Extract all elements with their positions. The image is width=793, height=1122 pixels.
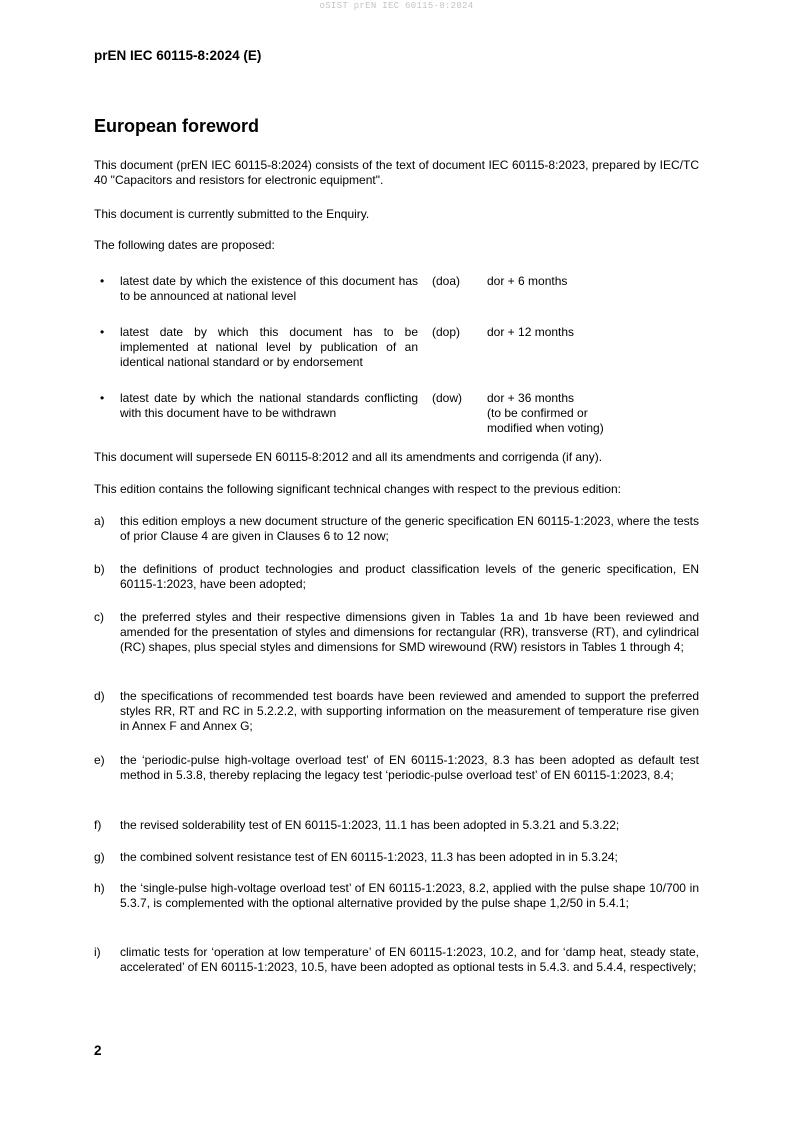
list-item-text: the combined solvent resistance test of EN 60115-1:2023, 11.3 has been adopted in in 5.3.24; <box>120 850 618 864</box>
list-item-text: the specifications of recommended test boards have been reviewed and amended to support the preferred styles RR, RT and RC in 5.2.2.2, with supporting information on the measurement of temperature rise given in Annex F and Annex G; <box>120 689 699 733</box>
list-item-text: the revised solderability test of EN 60115-1:2023, 11.1 has been adopted in 5.3.21 and 5.3.22; <box>120 818 620 832</box>
list-marker: d) <box>94 689 105 703</box>
date-deadline: dor + 6 months <box>487 274 568 288</box>
list-item-text: the preferred styles and their respective dimensions given in Tables 1a and 1b have been reviewed and amended for the presentation of styles and dimensions for rectangular (RR), transverse (RT), and cylindrical (RC) shapes, plus special styles and dimensions for SMD wirewound (RW) resistors in Tables 1 through 4; <box>120 610 699 654</box>
supersede-paragraph: This document will supersede EN 60115-8:2012 and all its amendments and corrigenda (if any). <box>94 450 603 464</box>
intro-paragraph-3: The following dates are proposed: <box>94 238 275 252</box>
date-description: latest date by which this document has to be implemented at national level by publication of an identical national standard or by endorsement <box>120 325 418 369</box>
date-abbreviation: (dop) <box>432 325 461 339</box>
list-item-text: this edition employs a new document structure of the generic specification EN 60115-1:2023, where the tests of prior Clause 4 are given in Clauses 6 to 12 now; <box>120 514 699 543</box>
bullet: • <box>100 391 105 405</box>
bullet: • <box>100 274 105 288</box>
date-abbreviation: (doa) <box>432 274 461 288</box>
intro-paragraph-2: This document is currently submitted to the Enquiry. <box>94 207 370 221</box>
bullet: • <box>100 325 105 339</box>
list-marker: c) <box>94 610 104 624</box>
list-item-text: the definitions of product technologies and product classification levels of the generic specification, EN 60115-1:2023, have been adopted; <box>120 562 699 591</box>
list-marker: a) <box>94 514 105 528</box>
date-abbreviation: (dow) <box>432 391 463 405</box>
date-description: latest date by which the national standards conflicting with this document have to be withdrawn <box>120 391 418 420</box>
list-marker: i) <box>94 945 101 959</box>
intro-paragraph-1: This document (prEN IEC 60115-8:2024) consists of the text of document IEC 60115-8:2023, prepared by IEC/TC 40 "Capacitors and resistors for electronic equipment". <box>94 158 699 187</box>
changes-intro: This edition contains the following significant technical changes with respect to the previous edition: <box>94 482 621 496</box>
list-marker: g) <box>94 850 105 864</box>
list-marker: h) <box>94 881 105 895</box>
document-id: prEN IEC 60115-8:2024 (E) <box>94 48 262 63</box>
date-description: latest date by which the existence of this document has to be announced at national level <box>120 274 418 303</box>
list-item-text: the ‘single-pulse high-voltage overload test’ of EN 60115-1:2023, 8.2, applied with the pulse shape 10/700 in 5.3.7, is complemented with the optional alternative provided by the pulse shape 1,2/50 in 5.4.1; <box>120 881 699 910</box>
list-item-text: the ‘periodic-pulse high-voltage overload test’ of EN 60115-1:2023, 8.3 has been adopted as default test method in 5.3.8, thereby replacing the legacy test ‘periodic-pulse overload test’ of EN 60115-1:2023, 8.4; <box>120 753 699 782</box>
date-deadline: dor + 12 months <box>487 325 575 339</box>
list-item-text: climatic tests for ‘operation at low temperature’ of EN 60115-1:2023, 10.2, and for ‘damp heat, steady state, accelerated’ of EN 60115-1:2023, 10.5, have been adopted as optional tests in 5.4.3. and 5.4.4, respectively; <box>120 945 699 974</box>
page-title: European foreword <box>94 116 260 136</box>
list-marker: e) <box>94 753 105 767</box>
list-marker: f) <box>94 818 102 832</box>
list-marker: b) <box>94 562 105 576</box>
date-deadline: dor + 36 months (to be confirmed or modified when voting) <box>487 391 604 435</box>
watermark: oSIST prEN IEC 60115-8:2024 <box>319 1 474 11</box>
page-number: 2 <box>94 1043 102 1058</box>
